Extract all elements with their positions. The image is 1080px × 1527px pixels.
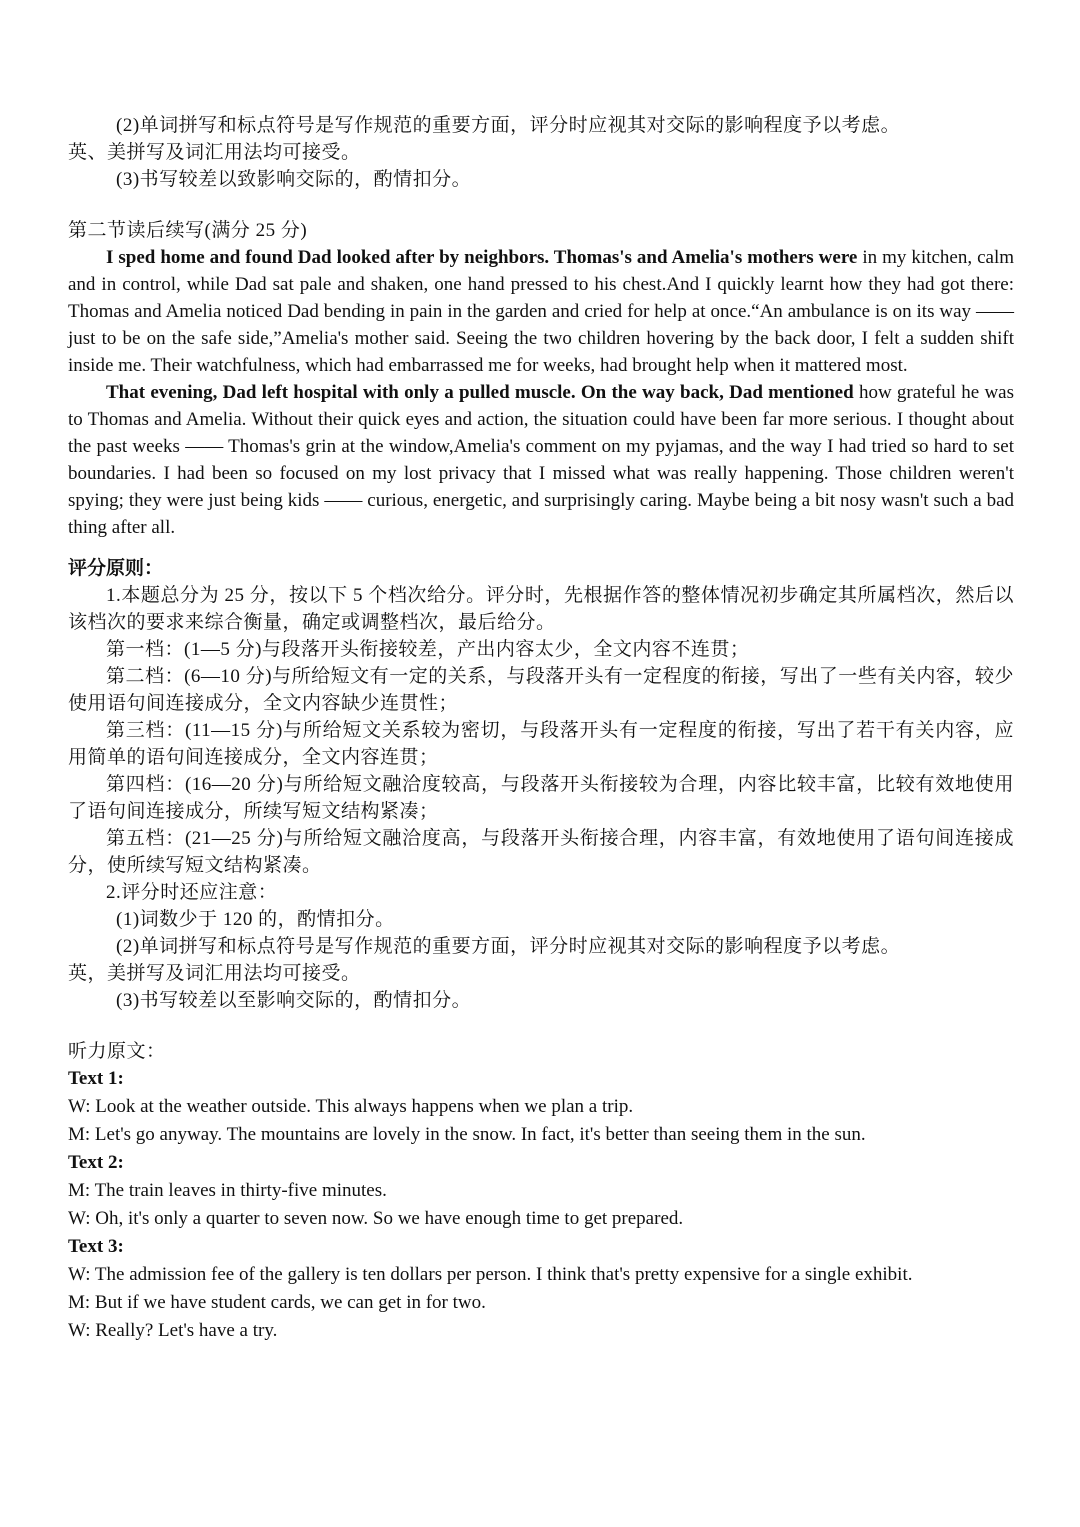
spacer: [68, 193, 1014, 217]
scoring-rule-2: 2.评分时还应注意：: [106, 882, 278, 903]
spacer: [68, 541, 1014, 555]
paragraph-1-body: in my kitchen, calm and in control, while Dad sat pale and shaken, one hand pressed to his chest.And I quickly learnt how they had got there: Thomas and Amelia noticed Dad bending in pain in the garden and cried for help at once.“An ambulance is on its way —— just to be on the safe side,”Amelia's mother said. Seeing the two children hovering by the back door, I felt a sudden shift inside me. Their watchfulness, which had embarrassed me for weeks, had brought help when it mattered most.: [68, 247, 1015, 376]
listening-text-2-line: W: Oh, it's only a quarter to seven now. So we have enough time to get prepared.: [68, 1208, 684, 1229]
continuation-paragraph-1: [68, 244, 1014, 379]
listening-text-3-label: Text 3:: [68, 1236, 124, 1257]
listening-text-2-label: Text 2:: [68, 1152, 124, 1173]
section2-title: 第二节读后续写(满分 25 分): [68, 220, 308, 241]
scoring-level-2: 第二档：(6—10 分)与所给短文有一定的关系，与段落开头有一定程度的衔接，写出了一些有关内容，较少使用语句间连接成分，全文内容缺少连贯性；: [68, 666, 1014, 714]
scoring-level-3: 第三档：(11—15 分)与所给短文关系较为密切，与段落开头有一定程度的衔接，写出了若干有关内容，应用简单的语句间连接成分，全文内容连贯；: [68, 720, 1014, 768]
listening-title: 听力原文：: [68, 1041, 166, 1062]
paragraph-2-opening: That evening, Dad left hospital with only a pulled muscle. On the way back, Dad mentioned: [106, 382, 854, 403]
scoring-note-1: (1)词数少于 120 的，酌情扣分。: [116, 909, 395, 930]
scoring-note-2-line1: (2)单词拼写和标点符号是写作规范的重要方面，评分时应视其对交际的影响程度予以考虑。: [116, 936, 901, 957]
scoring-level-5: 第五档：(21—25 分)与所给短文融洽度高，与段落开头衔接合理，内容丰富，有效地使用了语句间连接成分，使所续写短文结构紧凑。: [68, 828, 1014, 876]
scoring-note-2-line2: 英，美拼写及词汇用法均可接受。: [68, 963, 361, 984]
listening-text-3-line: W: Really? Let's have a try.: [68, 1320, 278, 1341]
scoring-rule-1: 1.本题总分为 25 分，按以下 5 个档次给分。评分时，先根据作答的整体情况初步确定其所属档次，然后以该档次的要求来综合衡量，确定或调整档次，最后给分。: [68, 585, 1014, 633]
listening-text-3-line: W: The admission fee of the gallery is ten dollars per person. I think that's pretty expensive for a single exhibit.: [68, 1264, 913, 1285]
spacer: [68, 1014, 1014, 1038]
top-note-2-line2: 英、美拼写及词汇用法均可接受。: [68, 142, 361, 163]
scoring-level-1: 第一档：(1—5 分)与段落开头衔接较差，产出内容太少，全文内容不连贯；: [106, 639, 750, 660]
scoring-note-3: (3)书写较差以至影响交际的，酌情扣分。: [116, 990, 472, 1011]
scoring-level-4: 第四档：(16—20 分)与所给短文融洽度较高，与段落开头衔接较为合理，内容比较丰富，比较有效地使用了语句间连接成分，所续写短文结构紧凑；: [68, 774, 1014, 822]
listening-text-3-line: M: But if we have student cards, we can get in for two.: [68, 1292, 486, 1313]
listening-text-2-line: M: The train leaves in thirty-five minutes.: [68, 1180, 387, 1201]
top-note-2-line1: (2)单词拼写和标点符号是写作规范的重要方面，评分时应视其对交际的影响程度予以考虑。: [116, 115, 901, 136]
paragraph-2-body: how grateful he was to Thomas and Amelia. Without their quick eyes and action, the situation could have been far more serious. I thought about the past weeks —— Thomas's grin at the window,Amelia's comment on my pyjamas, and the way I had tried so hard to set boundaries. I had been so focused on my lost privacy that I missed what was really happening. Those children weren't spying; they were just being kids —— curious, energetic, and surprisingly caring. Maybe being a bit nosy wasn't such a bad thing after all.: [68, 382, 1015, 538]
paragraph-1-opening: I sped home and found Dad looked after by neighbors. Thomas's and Amelia's mothers were: [106, 247, 858, 268]
listening-text-1-label: Text 1:: [68, 1068, 124, 1089]
listening-text-1-line: M: Let's go anyway. The mountains are lovely in the snow. In fact, it's better than seeing them in the sun.: [68, 1124, 866, 1145]
scoring-title: 评分原则：: [68, 557, 164, 579]
continuation-paragraph-2: [68, 379, 1014, 541]
top-note-3: (3)书写较差以致影响交际的，酌情扣分。: [116, 169, 472, 190]
listening-text-1-line: W: Look at the weather outside. This always happens when we plan a trip.: [68, 1096, 634, 1117]
document-page: [68, 112, 1014, 1345]
